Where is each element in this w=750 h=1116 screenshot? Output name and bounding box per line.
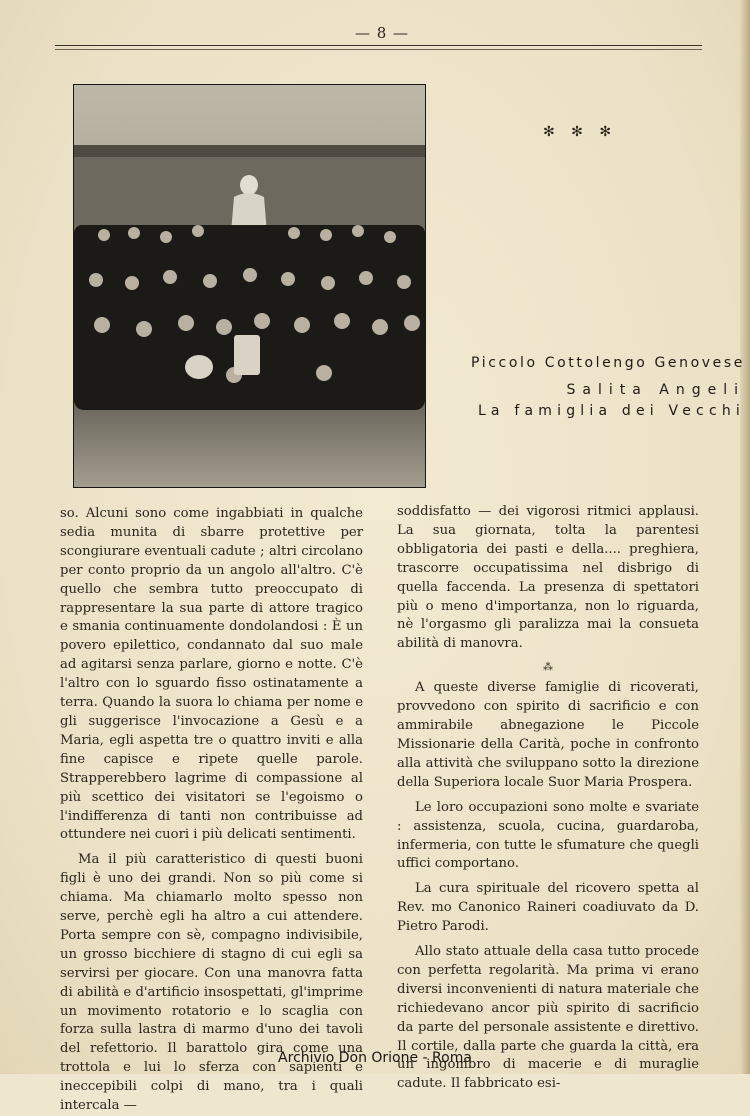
paragraph: soddisfatto — dei vigorosi ritmici applausi. La sua giornata, tolta la parentesi obbligatoria dei pasti e della.... preghiera, trascorre occupatissima nel disbrigo di quella faccenda. La presenza di spettatori più o meno d'importanza, non lo riguarda, nè l'orgasmo gli paralizza mai la consueta abilità di manovra. (397, 504, 699, 652)
decorative-ornament: ✻ ✻ ✻ (542, 124, 618, 140)
paragraph: so. Alcuni sono come ingabbiati in qualche sedia munita di sbarre protettive per scongiurare eventuali cadute ; altri circolano per conto proprio da un angolo all'altro. C'è quello che sembra tutto preoccupato di rappresentare la sua parte di attore tragico e smania continuamente dondolandosi : È un povero epilettico, condannato dal suo male ad agitarsi senza parlare, giorno e notte. C'è l'altro con lo sguardo fisso ostinatamente a terra. Quando la suora lo chiama per nome e gli suggerisce l'invocazione a Gesù e a Maria, egli aspetta tre o quattro inviti e alla fine capisce e ripete quelle parole. Strapperebbero lagrime di compassione al più scettico dei visitatori se l'egoismo o l'indifferenza di tanti non contribuisse ad ottundere nei cuori i più delicati sentimenti. (60, 506, 363, 843)
page-edge (740, 0, 750, 1074)
photo-caption-title: Piccolo Cottolengo Genovese (471, 355, 745, 371)
paragraph: A queste diverse famiglie di ricoverati, provvedono con spirito di sacrificio e con ammirabile abnegazione le Piccole Missionarie della Carità, poche in confronto alla attività che sviluppano sotto la direzione della Superiora locale Suor Maria Prospera. (397, 680, 699, 790)
archive-footer: Archivio Don Orione - Roma (278, 1050, 472, 1066)
photo-illustration (74, 85, 425, 487)
group-photograph (73, 84, 426, 488)
section-asterism: ⁂ (543, 662, 553, 674)
header-rule-secondary (55, 49, 702, 51)
paragraph: Ma il più caratteristico di questi buoni figli è uno dei grandi. Non so più come si chiama. Ma chiamarlo molto spesso non serve, perchè egli ha altro a cui attendere. Porta sempre con sè, compagno indivisibile, un grosso bicchiere di stagno di cui egli sa servirsi per giocare. Con una manovra fatta di abilità e d'artificio insospettati, gl'imprime un movimento rotatorio e lo scaglia con forza sulla lastra di marmo d'uno dei tavoli del refettorio. Il barattolo gira come una trottola e lui lo sferza con sapienti e ineccepibili colpi di mano, tra i quali intercala — (60, 852, 363, 1114)
header-rule (55, 45, 702, 47)
paragraph: La cura spirituale del ricovero spetta al Rev. mo Canonico Raineri coadiuvato da D. Pietro Parodi. (397, 881, 699, 935)
photo-caption-location: Salita Angeli (566, 382, 745, 398)
page-number: — 8 — (354, 24, 410, 42)
paragraph: Allo stato attuale della casa tutto procede con perfetta regolarità. Ma prima vi erano diversi inconvenienti di natura materiale che richiedevano ancor più spirito di sacrificio da parte del personale assistente e direttivo. Il cortile, dalla parte che guarda la città, era un ingombro di macerie e di muraglie cadute. Il fabbricato esi- (397, 944, 699, 1092)
text-column-right (397, 503, 699, 1094)
text-column-left (60, 505, 363, 1116)
photo-caption-subject: La famiglia dei Vecchi (477, 403, 745, 419)
paragraph: Le loro occupazioni sono molte e svariate : assistenza, scuola, cucina, guardaroba, infermeria, con tutte le sfumature che quegli uffici comportano. (397, 799, 699, 872)
